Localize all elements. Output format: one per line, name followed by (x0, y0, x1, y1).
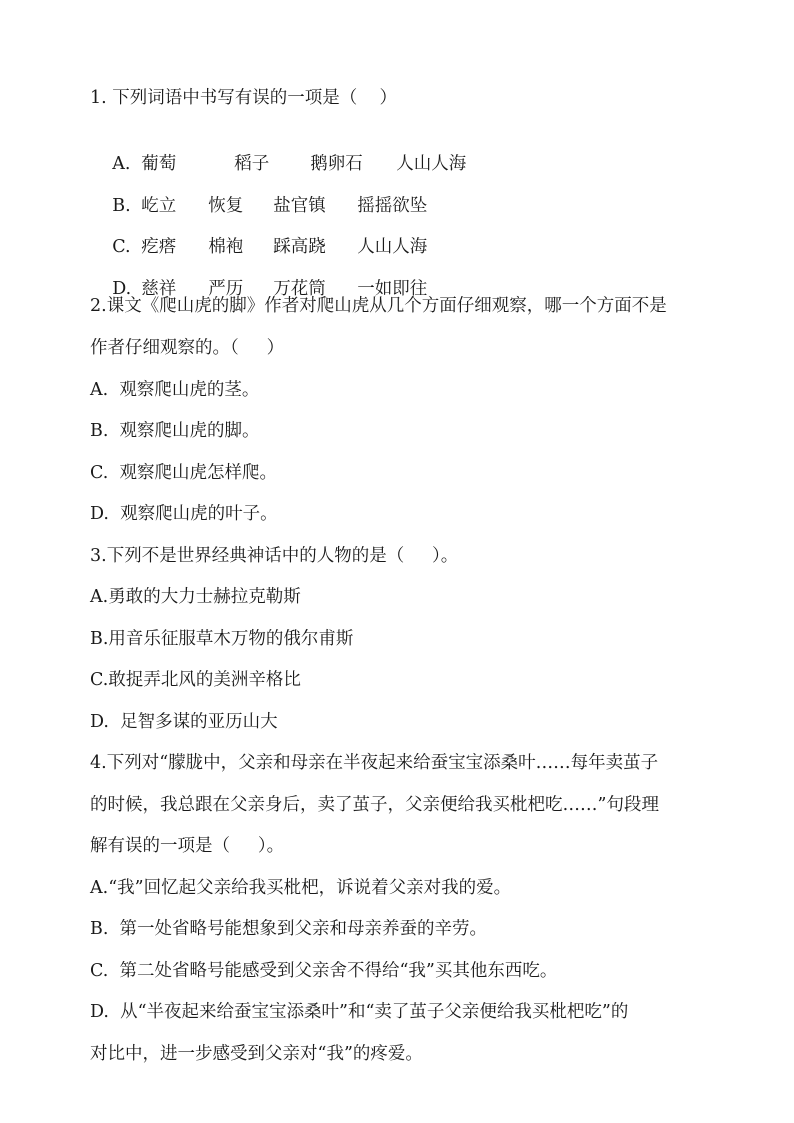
q1-stem: 1. 下列词语中书写有误的一项是（ ） (90, 88, 398, 108)
option-word: 棉袍 (208, 237, 244, 257)
option-word: 严历 (208, 279, 244, 299)
q4-stem-line-2: 的时候，我总跟在父亲身后，卖了茧子，父亲便给我买枇杷吃……”句段理 (90, 795, 659, 815)
option-word: 慈祥 (141, 279, 177, 299)
q2-stem-line-1: 2.课文《爬山虎的脚》作者对爬山虎从几个方面仔细观察，哪一个方面不是 (90, 296, 667, 316)
option-word: 葡萄 (141, 154, 177, 174)
q2-option-b: B. 观察爬山虎的脚。 (90, 421, 260, 441)
q2-stem-line-2: 作者仔细观察的。（ ） (90, 338, 285, 358)
option-word: 万花筒 (273, 279, 326, 299)
option-label: A. (112, 154, 131, 174)
option-label: B. (112, 196, 131, 216)
q4-option-d-line-1: D. 从“半夜起来给蚕宝宝添桑叶”和“卖了茧子父亲便给我买枇杷吃”的 (90, 1002, 629, 1022)
q4-stem-line-3: 解有误的一项是（ ）。 (90, 836, 285, 856)
q3-option-d: D. 足智多谋的亚历山大 (90, 712, 278, 732)
q4-stem-line-1: 4.下列对“朦胧中，父亲和母亲在半夜起来给蚕宝宝添桑叶……每年卖茧子 (90, 753, 659, 773)
option-word: 摇摇欲坠 (357, 196, 428, 216)
q4-option-c: C. 第二处省略号能感受到父亲舍不得给“我”买其他东西吃。 (90, 961, 558, 981)
option-word: 鹅卵石 (310, 154, 363, 174)
option-word: 人山人海 (396, 154, 467, 174)
q3-option-c: C.敢捉弄北风的美洲辛格比 (90, 670, 301, 690)
option-word: 恢复 (208, 196, 244, 216)
option-word: 一如即往 (357, 279, 428, 299)
q4-option-a: A.“我”回忆起父亲给我买枇杷，诉说着父亲对我的爱。 (90, 878, 512, 898)
q2-option-a: A. 观察爬山虎的茎。 (90, 380, 260, 400)
option-label: C. (112, 237, 131, 257)
q3-option-b: B.用音乐征服草木万物的俄尔甫斯 (90, 629, 354, 649)
q2-option-c: C. 观察爬山虎怎样爬。 (90, 463, 277, 483)
q3-option-a: A.勇敢的大力士赫拉克勒斯 (90, 587, 301, 607)
option-word: 稻子 (234, 154, 270, 174)
q4-option-b: B. 第一处省略号能想象到父亲和母亲养蚕的辛劳。 (90, 919, 488, 939)
option-word: 疙瘩 (141, 237, 177, 257)
q4-option-d-line-2: 对比中，进一步感受到父亲对“我”的疼爱。 (90, 1044, 423, 1064)
option-word: 人山人海 (357, 237, 428, 257)
q2-option-d: D. 观察爬山虎的叶子。 (90, 504, 278, 524)
option-word: 屹立 (141, 196, 177, 216)
q3-stem: 3.下列不是世界经典神话中的人物的是（ ）。 (90, 546, 459, 566)
option-label: D. (112, 279, 132, 299)
option-word: 盐官镇 (273, 196, 326, 216)
option-word: 踩高跷 (273, 237, 326, 257)
